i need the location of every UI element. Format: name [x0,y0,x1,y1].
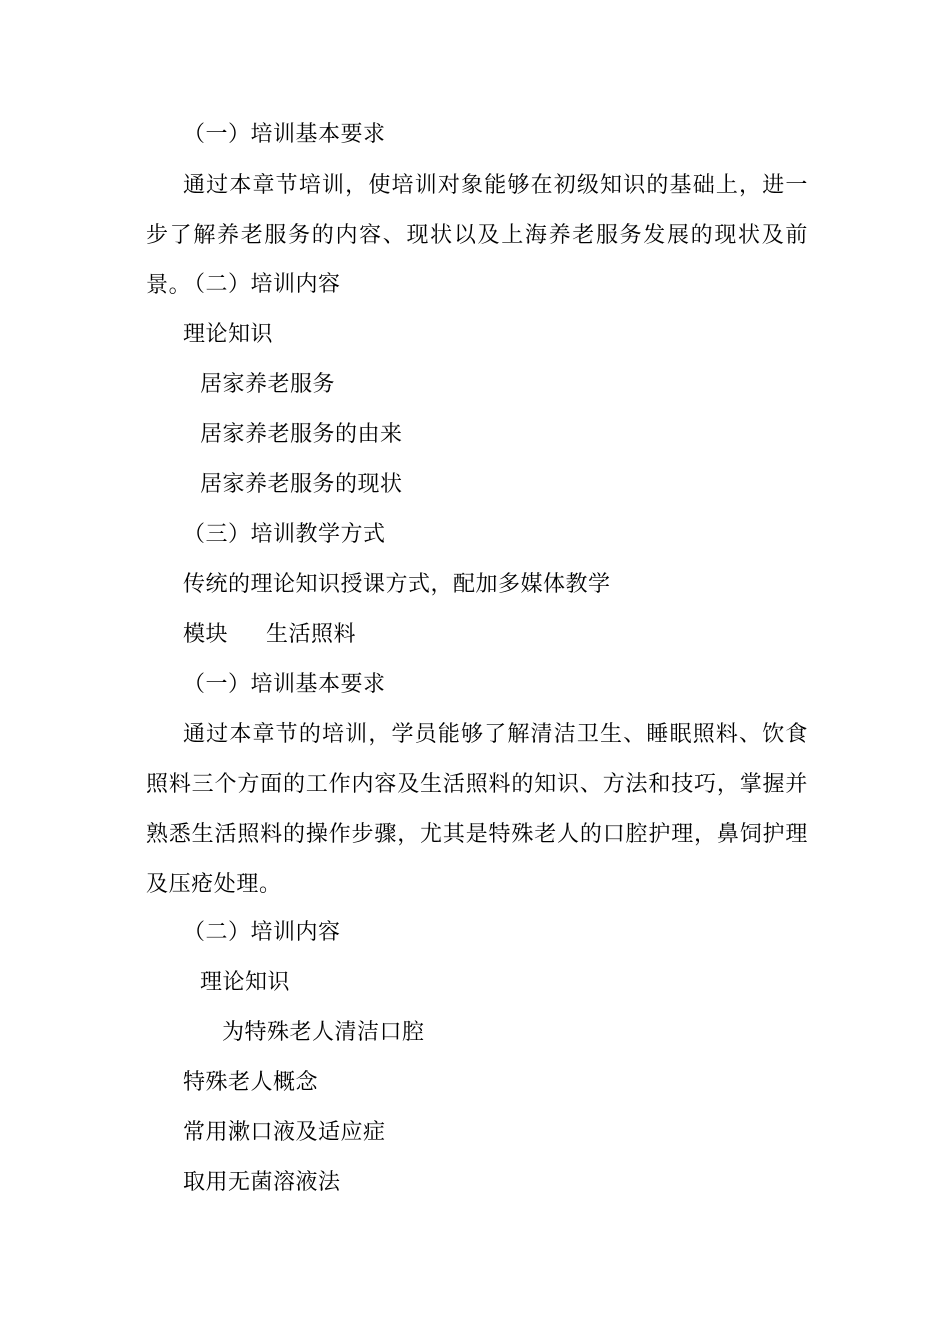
section2-content-heading: （二）培训内容 [183,920,341,945]
section2-subitem: 为特殊老人清洁口腔 [222,1020,425,1045]
section1-content-heading: （二）培训内容 [183,272,341,297]
section1-requirements-text: 通过本章节培训，使培训对象能够在初级知识的基础上，进一步了解养老服务的内容、现状以及上海养老服务发展的现状及前景。 [146,173,808,298]
section1-content-item: 居家养老服务的现状 [200,472,403,497]
section1-content-item: 居家养老服务的由来 [200,422,403,447]
section2-requirements-text: 通过本章节的培训，学员能够了解清洁卫生、睡眠照料、饮食照料三个方面的工作内容及生活照料的知识、方法和技巧，掌握并熟悉生活照料的操作步骤，尤其是特殊老人的口腔护理，鼻饲护理及压疮处理。 [146,722,808,897]
module-title: 生活照料 [266,622,357,647]
section2-content-item: 常用漱口液及适应症 [183,1120,386,1145]
section2-content-item: 特殊老人概念 [183,1070,319,1095]
section1-content-item: 居家养老服务 [200,372,336,397]
module-label: 模块 [183,622,229,647]
section1-method-text: 传统的理论知识授课方式，配加多媒体教学 [183,572,611,597]
section2-content-item: 取用无菌溶液法 [183,1170,341,1195]
section1-requirements-heading: （一）培训基本要求 [183,122,386,147]
section2-theory-label: 理论知识 [200,970,291,995]
section2-requirements-heading: （一）培训基本要求 [183,672,386,697]
module-heading [183,622,356,648]
section1-method-heading: （三）培训教学方式 [183,522,386,547]
section1-theory-label: 理论知识 [183,322,274,347]
